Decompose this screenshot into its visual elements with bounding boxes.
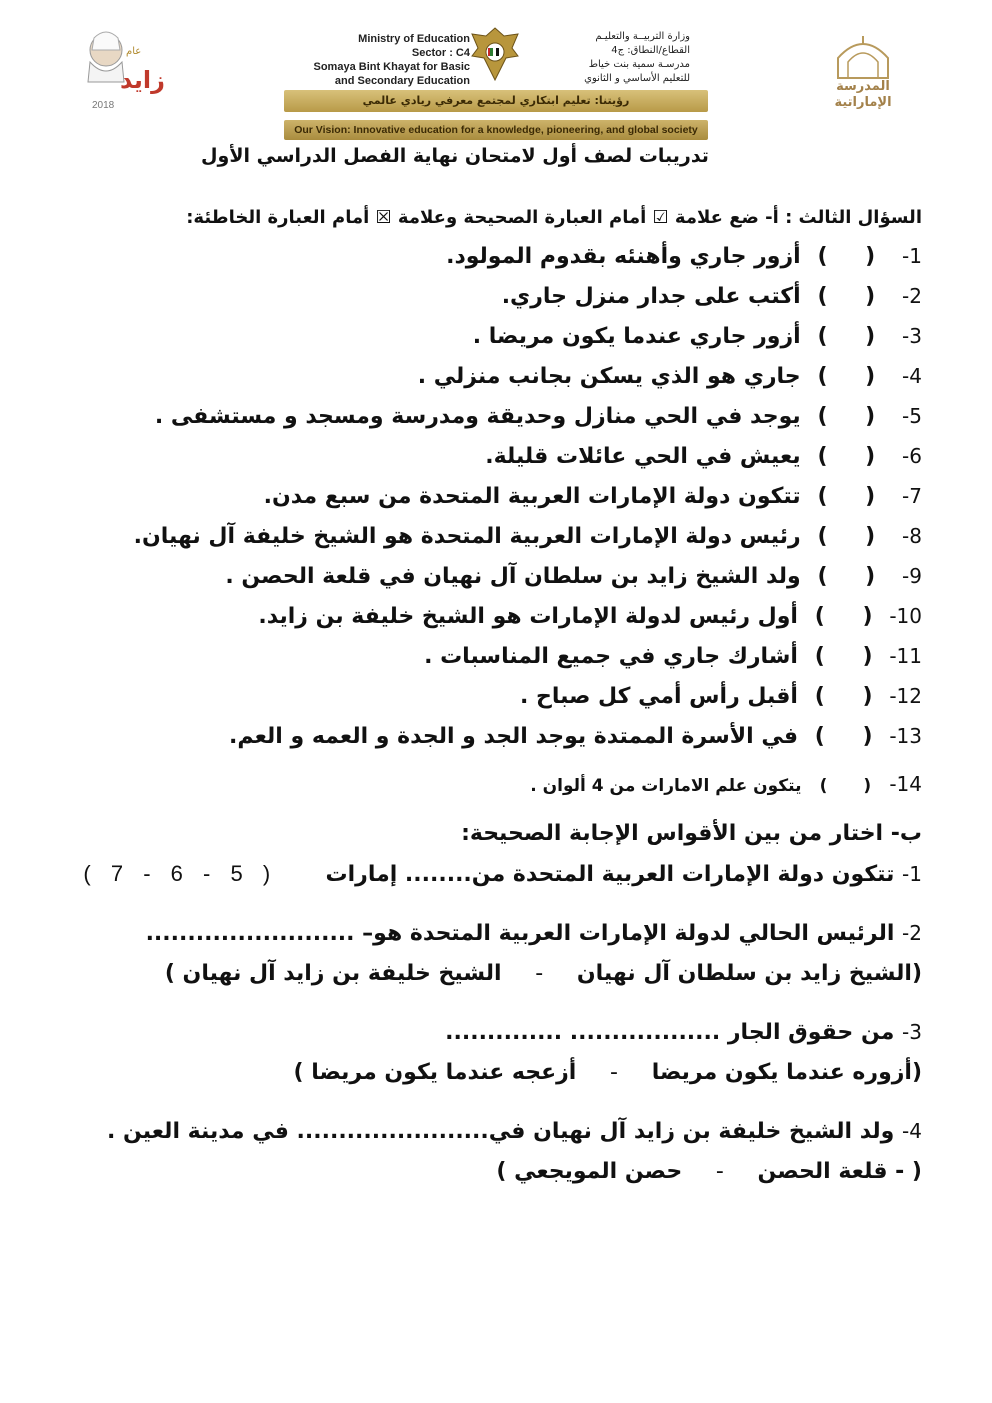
question-number: 1- <box>902 862 922 886</box>
worksheet-body <box>70 200 922 1192</box>
answer-blank[interactable]: ( ) <box>817 444 876 469</box>
list-item <box>70 676 922 716</box>
zayed-logo-line2: زايد <box>120 66 165 94</box>
question3-heading: السؤال الثالث : أ- ضع علامة ☑ أمام العبارة الصحيحة وعلامة ☒ أمام العبارة الخاطئة: <box>186 207 922 228</box>
vision-banner-arabic: رؤيتنا: تعليم ابتكاري لمجتمع معرفي ريادي عالمي <box>284 90 708 112</box>
item-number: 6- <box>902 444 922 468</box>
item-text: أزور جاري عندما يكون مريضا . <box>472 324 801 349</box>
item-text: ولد الشيخ زايد بن سلطان آل نهيان في قلعة الحصن . <box>225 564 801 589</box>
list-item <box>70 556 922 596</box>
item-text: أزور جاري وأهنئه بقدوم المولود. <box>446 244 801 269</box>
ministry-ar-line: مدرسـة سمية بنت خياط <box>588 59 690 70</box>
item-text: يعيش في الحي عائلات قليلة. <box>485 444 801 469</box>
ministry-en-line: Somaya Bint Khayat for Basic <box>313 61 470 73</box>
item-number: 14- <box>889 772 922 796</box>
list-item <box>70 516 922 556</box>
ministry-arabic-block <box>520 30 690 86</box>
page-title: تدريبات لصف أول لامتحان نهاية الفصل الدراسي الأول <box>201 145 709 167</box>
answer-blank[interactable]: ( ) <box>814 604 873 629</box>
zayed-logo-year: 2018 <box>92 100 115 111</box>
answer-blank[interactable]: ( ) <box>817 524 876 549</box>
question-text: ولد الشيخ خليفة بن زايد آل نهيان في....................... في مدينة العين . <box>106 1119 895 1144</box>
item-number: 2- <box>902 284 922 308</box>
true-false-list <box>70 236 922 806</box>
list-item <box>70 436 922 476</box>
ministry-ar-line: للتعليم الأساسي و الثانوي <box>584 73 690 84</box>
ministry-en-line: Ministry of Education <box>358 33 470 45</box>
item-number: 3- <box>902 324 922 348</box>
list-item <box>70 716 922 756</box>
list-item <box>70 596 922 636</box>
page-header <box>0 0 992 150</box>
list-item <box>70 236 922 276</box>
choice-question <box>70 913 922 954</box>
list-item <box>70 636 922 676</box>
list-item <box>70 276 922 316</box>
item-number: 1- <box>902 244 922 268</box>
item-number: 12- <box>889 684 922 708</box>
item-number: 9- <box>902 564 922 588</box>
list-item <box>70 756 922 806</box>
choice-question <box>70 854 922 895</box>
list-item <box>70 396 922 436</box>
list-item <box>70 356 922 396</box>
item-number: 8- <box>902 524 922 548</box>
answer-blank[interactable]: ( ) <box>817 404 876 429</box>
question-number: 3- <box>902 1020 922 1044</box>
choice-question <box>70 1012 922 1053</box>
item-text: أول رئيس لدولة الإمارات هو الشيخ خليفة بن زايد. <box>258 604 798 629</box>
question-text: تتكون دولة الإمارات العربية المتحدة من........ إمارات <box>325 862 895 887</box>
item-text: جاري هو الذي يسكن بجانب منزلي . <box>417 364 801 389</box>
answer-blank[interactable]: ( ) <box>819 776 872 796</box>
answer-option[interactable]: (أزوره عندما يكون مريضا <box>651 1060 922 1085</box>
answer-blank[interactable]: ( ) <box>817 284 876 309</box>
answer-option[interactable]: حصن المويجعي ) <box>496 1159 683 1184</box>
emirati-school-logo <box>808 32 918 112</box>
answer-blank[interactable]: ( ) <box>814 724 873 749</box>
year-of-zayed-logo <box>80 22 165 112</box>
answer-options: (أزوره عندما يكون مريضا - أزعجه عندما يكون مريضا ) <box>293 1060 922 1085</box>
question-text: الرئيس الحالي لدولة الإمارات العربية المتحدة هو– ......................... <box>145 921 895 946</box>
item-number: 11- <box>889 644 922 668</box>
answer-blank[interactable]: ( ) <box>814 684 873 709</box>
school-logo-line2: الإماراتية <box>834 95 892 110</box>
part-b-heading: ب- اختار من بين الأقواس الإجابة الصحيحة: <box>461 821 922 846</box>
item-text: يتكون علم الامارات من 4 ألوان . <box>530 776 802 796</box>
item-number: 4- <box>902 364 922 388</box>
item-text: أكتب على جدار منزل جاري. <box>501 284 801 309</box>
answer-options: ( - قلعة الحصن - حصن المويجعي ) <box>496 1159 922 1184</box>
list-item <box>70 476 922 516</box>
answer-option[interactable]: ( - قلعة الحصن <box>757 1159 922 1184</box>
question-text: من حقوق الجار .................. .............. <box>445 1020 895 1045</box>
answer-option[interactable]: (الشيخ زايد بن سلطان آل نهيان <box>576 961 922 986</box>
answer-option[interactable]: الشيخ خليفة بن زايد آل نهيان ) <box>164 961 502 986</box>
ministry-english-block <box>290 32 470 88</box>
ministry-ar-line: وزارة التربيــة والتعليـم <box>595 31 690 42</box>
vision-banner-english: Our Vision: Innovative education for a knowledge, pioneering, and global society <box>284 120 708 140</box>
item-text: في الأسرة الممتدة يوجد الجد و الجدة و العمه و العم. <box>229 724 798 749</box>
choice-question <box>70 1111 922 1152</box>
item-number: 13- <box>889 724 922 748</box>
answer-blank[interactable]: ( ) <box>817 364 876 389</box>
item-number: 10- <box>889 604 922 628</box>
zayed-logo-line1: عام <box>126 46 142 57</box>
item-text: أقبل رأس أمي كل صباح . <box>519 684 798 709</box>
ministry-ar-line: القطاع/النطاق: ج4 <box>611 45 690 56</box>
answer-blank[interactable]: ( ) <box>817 484 876 509</box>
item-number: 7- <box>902 484 922 508</box>
answer-option[interactable]: أزعجه عندما يكون مريضا ) <box>293 1060 577 1085</box>
answer-blank[interactable]: ( ) <box>817 324 876 349</box>
item-text: أشارك جاري في جميع المناسبات . <box>424 644 798 669</box>
answer-blank[interactable]: ( ) <box>817 564 876 589</box>
question-number: 4- <box>902 1119 922 1143</box>
answer-blank[interactable]: ( ) <box>814 644 873 669</box>
list-item <box>70 316 922 356</box>
item-text: يوجد في الحي منازل وحديقة ومدرسة ومسجد و مستشفى . <box>154 404 801 429</box>
item-text: رئيس دولة الإمارات العربية المتحدة هو الشيخ خليفة آل نهيان. <box>133 524 801 549</box>
item-text: تتكون دولة الإمارات العربية المتحدة من سبع مدن. <box>263 484 801 509</box>
school-logo-line1: المدرسة <box>836 79 890 94</box>
answer-options: (الشيخ زايد بن سلطان آل نهيان - الشيخ خليفة بن زايد آل نهيان ) <box>164 961 922 986</box>
uae-emblem-icon <box>468 22 522 86</box>
answer-options[interactable]: ( 5 - 6 - 7 ) <box>83 861 271 886</box>
item-number: 5- <box>902 404 922 428</box>
answer-blank[interactable]: ( ) <box>817 244 876 269</box>
ministry-en-line: and Secondary Education <box>334 75 470 87</box>
question-number: 2- <box>902 921 922 945</box>
ministry-en-line: Sector : C4 <box>411 47 470 59</box>
